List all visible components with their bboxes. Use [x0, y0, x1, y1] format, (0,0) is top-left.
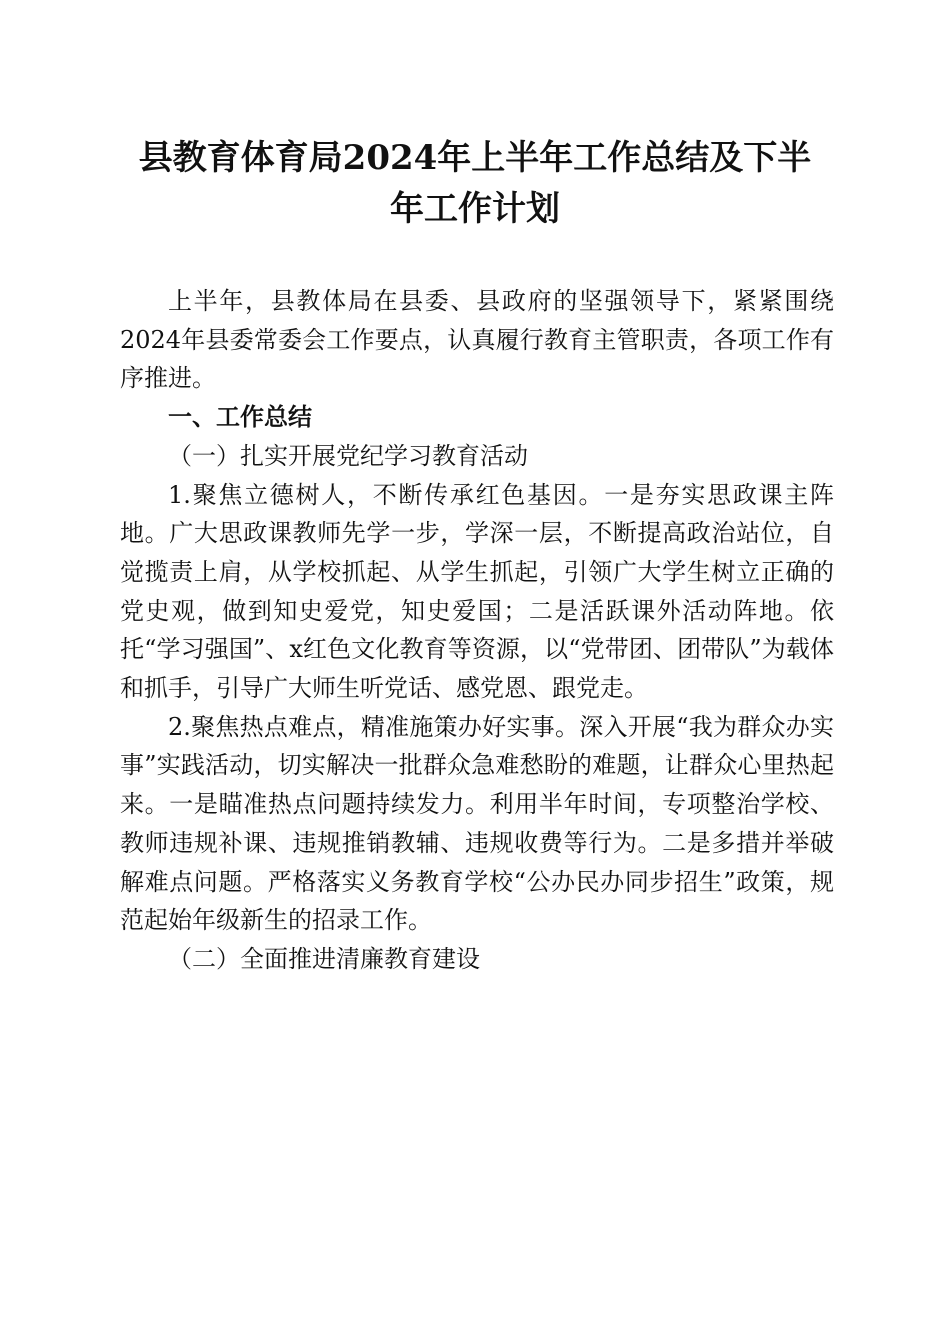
paragraph-item-2: 2.聚焦热点难点，精准施策办好实事。深入开展“我为群众办实事”实践活动，切实解决一批群众急难愁盼的难题，让群众心里热起来。一是瞄准热点问题持续发力。利用半年时间，专项整治学校、教师违规补课、违规推销教辅、违规收费等行为。二是多措并举破解难点问题。严格落实义务教育学校“公办民办同步招生”政策，规范起始年级新生的招录工作。 [120, 712, 834, 935]
section-heading-work-summary: 一、工作总结 [168, 402, 312, 432]
document-body [120, 282, 834, 979]
document-title-line-1: 县教育体育局2024年上半年工作总结及下半 [138, 138, 812, 178]
subsection-heading-1: （一）扎实开展党纪学习教育活动 [168, 441, 528, 470]
paragraph-item-1: 1.聚焦立德树人，不断传承红色基因。一是夯实思政课主阵地。广大思政课教师先学一步，学深一层，不断提高政治站位，自觉揽责上肩，从学校抓起、从学生抓起，引领广大学生树立正确的党史观，做到知史爱党，知史爱国；二是活跃课外活动阵地。依托“学习强国”、x红色文化教育等资源，以“党带团、团带队”为载体和抓手，引导广大师生听党话、感党恩、跟党走。 [120, 480, 834, 703]
intro-paragraph: 上半年，县教体局在县委、县政府的坚强领导下，紧紧围绕2024年县委常委会工作要点，认真履行教育主管职责，各项工作有序推进。 [120, 287, 834, 393]
subsection-heading-2: （二）全面推进清廉教育建设 [168, 944, 480, 973]
document-title [118, 133, 832, 235]
document-title-line-2: 年工作计划 [390, 189, 560, 229]
